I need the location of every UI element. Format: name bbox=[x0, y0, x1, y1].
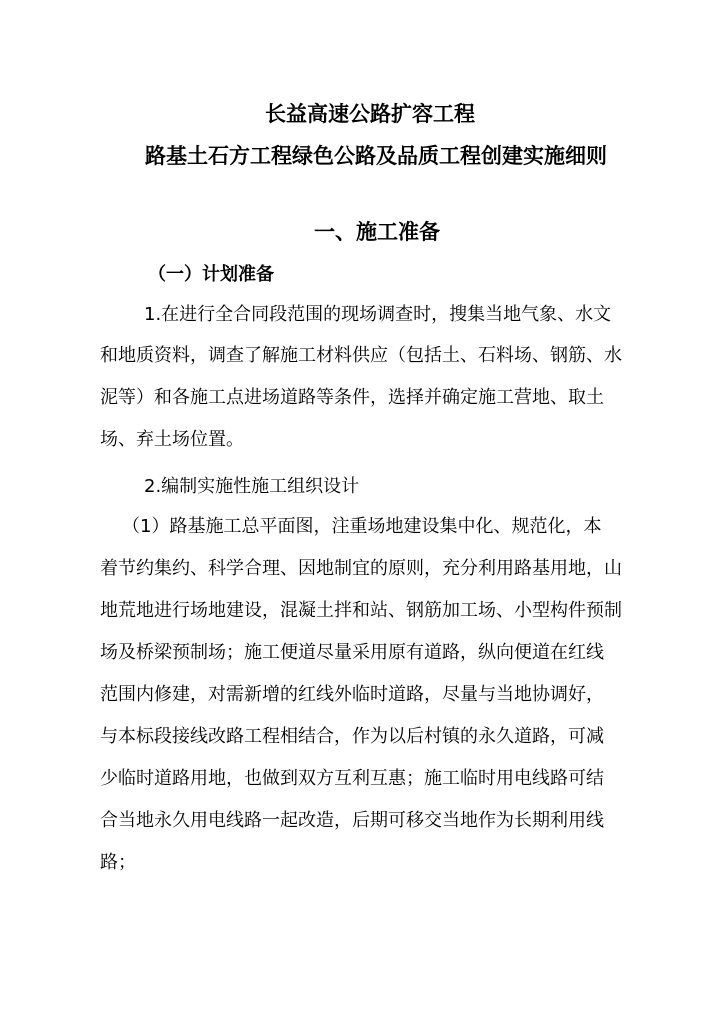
sub-heading: （一）计划准备 bbox=[148, 264, 274, 285]
paragraph2-line: （1）路基施工总平面图，注重场地建设集中化、规范化，本 bbox=[122, 516, 602, 537]
paragraph2-line: 与本标段接线改路工程相结合，作为以后村镇的永久道路，可减 bbox=[100, 726, 604, 747]
paragraph1-line: 和地质资料，调查了解施工材料供应（包括土、石料场、钢筋、水 bbox=[100, 345, 622, 366]
paragraph1-line: 泥等）和各施工点进场道路等条件，选择并确定施工营地、取土 bbox=[100, 387, 604, 408]
paragraph2-line: 场及桥梁预制场；施工便道尽量采用原有道路，纵向便道在红线 bbox=[100, 642, 604, 663]
paragraph2-line: 地荒地进行场地建设，混凝土拌和站、钢筋加工场、小型构件预制 bbox=[100, 600, 622, 621]
document-title-line2: 路基土石方工程绿色公路及品质工程创建实施细则 bbox=[145, 144, 607, 168]
paragraph2-line: 少临时道路用地，也做到双方互利互惠；施工临时用电线路可结 bbox=[100, 768, 604, 789]
paragraph2-line: 范围内修建，对需新增的红线外临时道路，尽量与当地协调好， bbox=[100, 684, 604, 705]
paragraph2-line: 合当地永久用电线路一起改造，后期可移交当地作为长期利用线 bbox=[100, 810, 604, 831]
paragraph2-line: 着节约集约、科学合理、因地制宜的原则，充分利用路基用地，山 bbox=[100, 558, 622, 579]
paragraph2-line: 路； bbox=[100, 852, 136, 873]
item2-heading: 2.编制实施性施工组织设计 bbox=[144, 476, 360, 497]
paragraph1-line: 场、弃土场位置。 bbox=[100, 429, 244, 450]
paragraph1-line: 1.在进行全合同段范围的现场调查时，搜集当地气象、水文 bbox=[144, 304, 612, 325]
document-title-line1: 长益高速公路扩容工程 bbox=[265, 102, 475, 126]
section-heading: 一、施工准备 bbox=[314, 220, 440, 244]
